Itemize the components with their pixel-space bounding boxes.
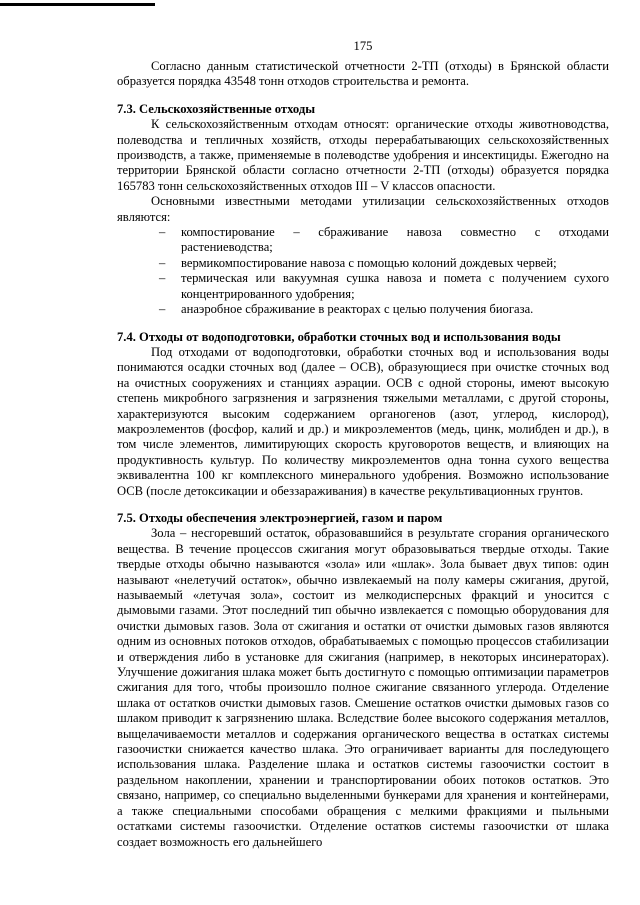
section-7-5-paragraph-1: Зола – несгоревший остаток, образовавшийся в результате сгорания органического вещества. В течение процессов сжигания могут образовываться твердые отходы. Такие твердые отходы обычно называются «зола» или «шлак». Зола бывает двух типов: один называют «нелетучий остаток», обычно извлекаемый на полу камеры сжигания, другой, называемый «летучая зола», состоит из мелкодисперсных фракций и уносится с дымовыми газами. Этот последний тип обычно извлекается с помощью оборудования для очистки дымовых газов. Зола от сжигания и остатки от очистки дымовых газов являются одним из основных потоков отходов, обрабатываемых с помощью процессов стабилизации и отверждения либо в установке для сжигания (например, в некоторых инсинераторах). Улучшение дожигания шлака может быть достигнуто с помощью оптимизации параметров сжигания для того, чтобы произошло полное сжигание связанного углерода. Отделение шлака от остатков очистки дымовых газов. Смешение остатков очистки дымовых газов со шлаком приводит к загрязнению шлака. Вследствие более высокого содержания металлов, выщелачиваемости металлов и содержания органического вещества в остатках системы газоочистки снижается качество шлака. Это ограничивает варианты для последующего использования шлака. Разделение шлака и остатков системы газоочистки состоит в раздельном накоплении, хранении и транспортировании обоих потоков остатков. Это связано, например, со специально выделенными бункерами для хранения и контейнерами, а также специальными способами обращения с мелкими фракциями и пыльными остатками системы газоочистки. Отделение остатков системы газоочистки от шлака создает возможность его дальнейшего	[117, 526, 609, 849]
section-7-5-heading: 7.5. Отходы обеспечения электроэнергией, газом и паром	[117, 510, 443, 525]
top-rule	[0, 3, 155, 6]
document-page	[117, 38, 609, 850]
list-item: – термическая или вакуумная сушка навоза и помета с получением сухого концентрированного удобрения;	[159, 271, 609, 302]
list-item: – анаэробное сбраживание в реакторах с целью получения биогаза.	[159, 302, 609, 317]
section-7-3-paragraph-2: Основными известными методами утилизации сельскохозяйственных отходов являются:	[117, 194, 609, 224]
section-7-4-heading: 7.4. Отходы от водоподготовки, обработки сточных вод и использования воды	[117, 329, 561, 344]
utilization-methods-list	[117, 225, 609, 317]
intro-paragraph: Согласно данным статистической отчетности 2-ТП (отходы) в Брянской области образуется порядка 43548 тонн отходов строительства и ремонта.	[117, 59, 609, 89]
list-item: – компостирование – сбраживание навоза совместно с отходами растениеводства;	[159, 225, 609, 256]
list-item: – вермикомпостирование навоза с помощью колоний дождевых червей;	[159, 256, 609, 271]
page-number: 175	[353, 39, 373, 53]
section-7-3-paragraph-1: К сельскохозяйственным отходам относят: органические отходы животноводства, полеводства и тепличных хозяйств, отходы перерабатывающих сельскохозяйственных производств, а также, применяемые в полеводстве удобрения и инсектициды. Ежегодно на территории Брянской области согласно отчетности 2-ТП (отходы) образуется порядка 165783 тонн сельскохозяйственных отходов III – V классов опасности.	[117, 117, 609, 193]
section-7-4-paragraph-1: Под отходами от водоподготовки, обработки сточных вод и использования воды понимаются осадки сточных вод (далее – ОСВ), образующиеся при очистке сточных вод на очистных сооружениях и станциях аэрации. ОСВ с одной стороны, имеют высокую степень микробного загрязнения и загрязнения тяжелыми металлами, с другой стороны, характеризуются высоким содержанием органогенов (азот, углерод, кислород), макроэлементов (фосфор, калий и др.) и микроэлементов (медь, цинк, молибден и др.), в том числе элементов, лимитирующих скорость круговоротов веществ, и влияющих на продуктивность культур. По количеству микроэлементов одна тонна сухого вещества эквивалентна 100 кг комплексного минерального удобрения. Возможно использование ОСВ (после детоксикации и обеззараживания) в качестве рекультивационных грунтов.	[117, 344, 609, 498]
section-7-3-heading: 7.3. Сельскохозяйственные отходы	[117, 101, 316, 116]
